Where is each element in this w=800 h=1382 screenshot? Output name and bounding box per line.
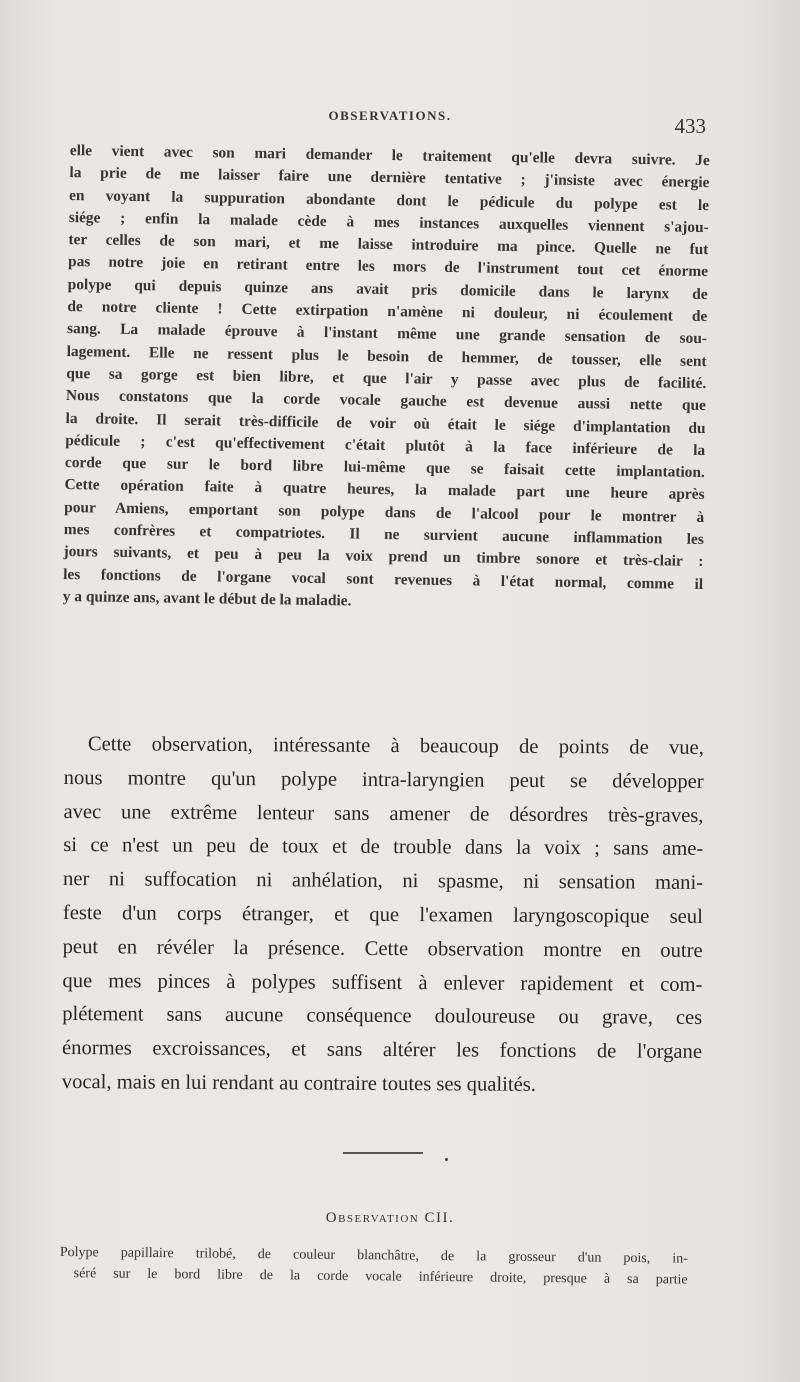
text-line: plétement sans aucune conséquence douloureuse ou grave, ces xyxy=(62,1003,703,1030)
page-number: 433 xyxy=(674,114,706,138)
text-line: ner ni suffocation ni anhélation, ni spasme, ni sensation mani- xyxy=(63,868,704,895)
text-line: séré sur le bord libre de la corde vocale inférieure droite, presque à sa partie xyxy=(73,1266,688,1288)
text-line: avec une extrême lenteur sans amener de désordres très-graves, xyxy=(63,800,704,827)
text-line: ter celles de son mari, et me laisse introduire ma pince. Quelle ne fut xyxy=(68,231,709,259)
text-line: lagement. Elle ne ressent plus le besoin de hemmer, de tousser, elle sent xyxy=(66,342,707,370)
text-line: la prie de me laisser faire une dernière tentative ; j'insiste avec énergie xyxy=(69,164,710,192)
text-line: peut en révéler la présence. Cette observation montre en outre xyxy=(62,935,703,962)
text-line: énormes excroissances, et sans altérer les fonctions de l'organe xyxy=(61,1037,703,1064)
text-line: Cette opération faite à quatre heures, la malade part une heure après xyxy=(64,476,705,504)
text-line: polype qui depuis quinze ans avait pris domicile dans le larynx de xyxy=(67,275,708,303)
text-line: que mes pinces à polypes suffisent à enlever rapidement et com- xyxy=(62,969,703,996)
text-line: pas notre joie en retirant entre les mors de l'instrument tout cet énorme xyxy=(67,253,709,281)
text-line: y a quinze ans, avant le début de la maladie. xyxy=(62,587,352,610)
section-divider xyxy=(343,1152,423,1154)
divider-dot xyxy=(445,1158,448,1161)
text-line: feste d'un corps étranger, et que l'examen laryngoscopique seul xyxy=(62,901,703,928)
text-line: Cette observation, intéressante à beaucoup de points de vue, xyxy=(87,733,704,759)
text-line: pour Amiens, emportant son polype dans de l'alcool pour le montrer à xyxy=(64,498,705,526)
running-head: OBSERVATIONS. xyxy=(328,108,452,123)
text-line: siége ; enfin la malade cède à mes instances auxquelles viennent s'ajou- xyxy=(68,208,709,236)
text-line: sang. La malade éprouve à l'instant même une grande sensation de sou- xyxy=(66,320,708,348)
observation-narrative-paragraph xyxy=(63,140,710,618)
text-line: vocal, mais en lui rendant au contraire toutes ses qualités. xyxy=(61,1070,536,1096)
observation-title: Observation CII. xyxy=(325,1210,455,1226)
text-line: si ce n'est un peu de toux et de trouble dans la voix ; sans ame- xyxy=(63,834,704,861)
observation-summary xyxy=(60,1242,688,1291)
text-line: les fonctions de l'organe vocal sont revenues à l'état normal, comme il xyxy=(63,565,704,593)
text-line: que sa gorge est bien libre, et que l'air y passe avec plus de facilité. xyxy=(66,364,707,392)
text-line: Nous constatons que la corde vocale gauche est devenue aussi nette que xyxy=(65,387,707,415)
commentary-paragraph xyxy=(62,728,704,1104)
page-header xyxy=(70,108,710,138)
text-line: corde que sur le bord libre lui-même que se faisait cette implantation. xyxy=(64,454,705,482)
text-line: mes confrères et compatriotes. Il ne survient aucune inflammation les xyxy=(63,520,704,549)
text-line: nous montre qu'un polype intra-laryngien peut se développer xyxy=(63,766,704,793)
text-line: de notre cliente ! Cette extirpation n'amène ni douleur, ni écoulement de xyxy=(67,298,708,326)
text-line: elle vient avec son mari demander le traitement qu'elle devra suivre. Je xyxy=(69,141,710,170)
text-line: pédicule ; c'est qu'effectivement c'était plutôt à la face inférieure de la xyxy=(65,431,706,459)
text-line: la droite. Il serait très-difficile de voir où était le siége d'implantation du xyxy=(65,409,706,437)
text-line: en voyant la suppuration abondante dont le pédicule du polype est le xyxy=(69,186,710,214)
text-line: Polype papillaire trilobé, de couleur blanchâtre, de la grosseur d'un pois, in- xyxy=(59,1244,688,1267)
text-line: jours suivants, et peu à peu la voix prend un timbre sonore et très-clair : xyxy=(63,543,704,571)
